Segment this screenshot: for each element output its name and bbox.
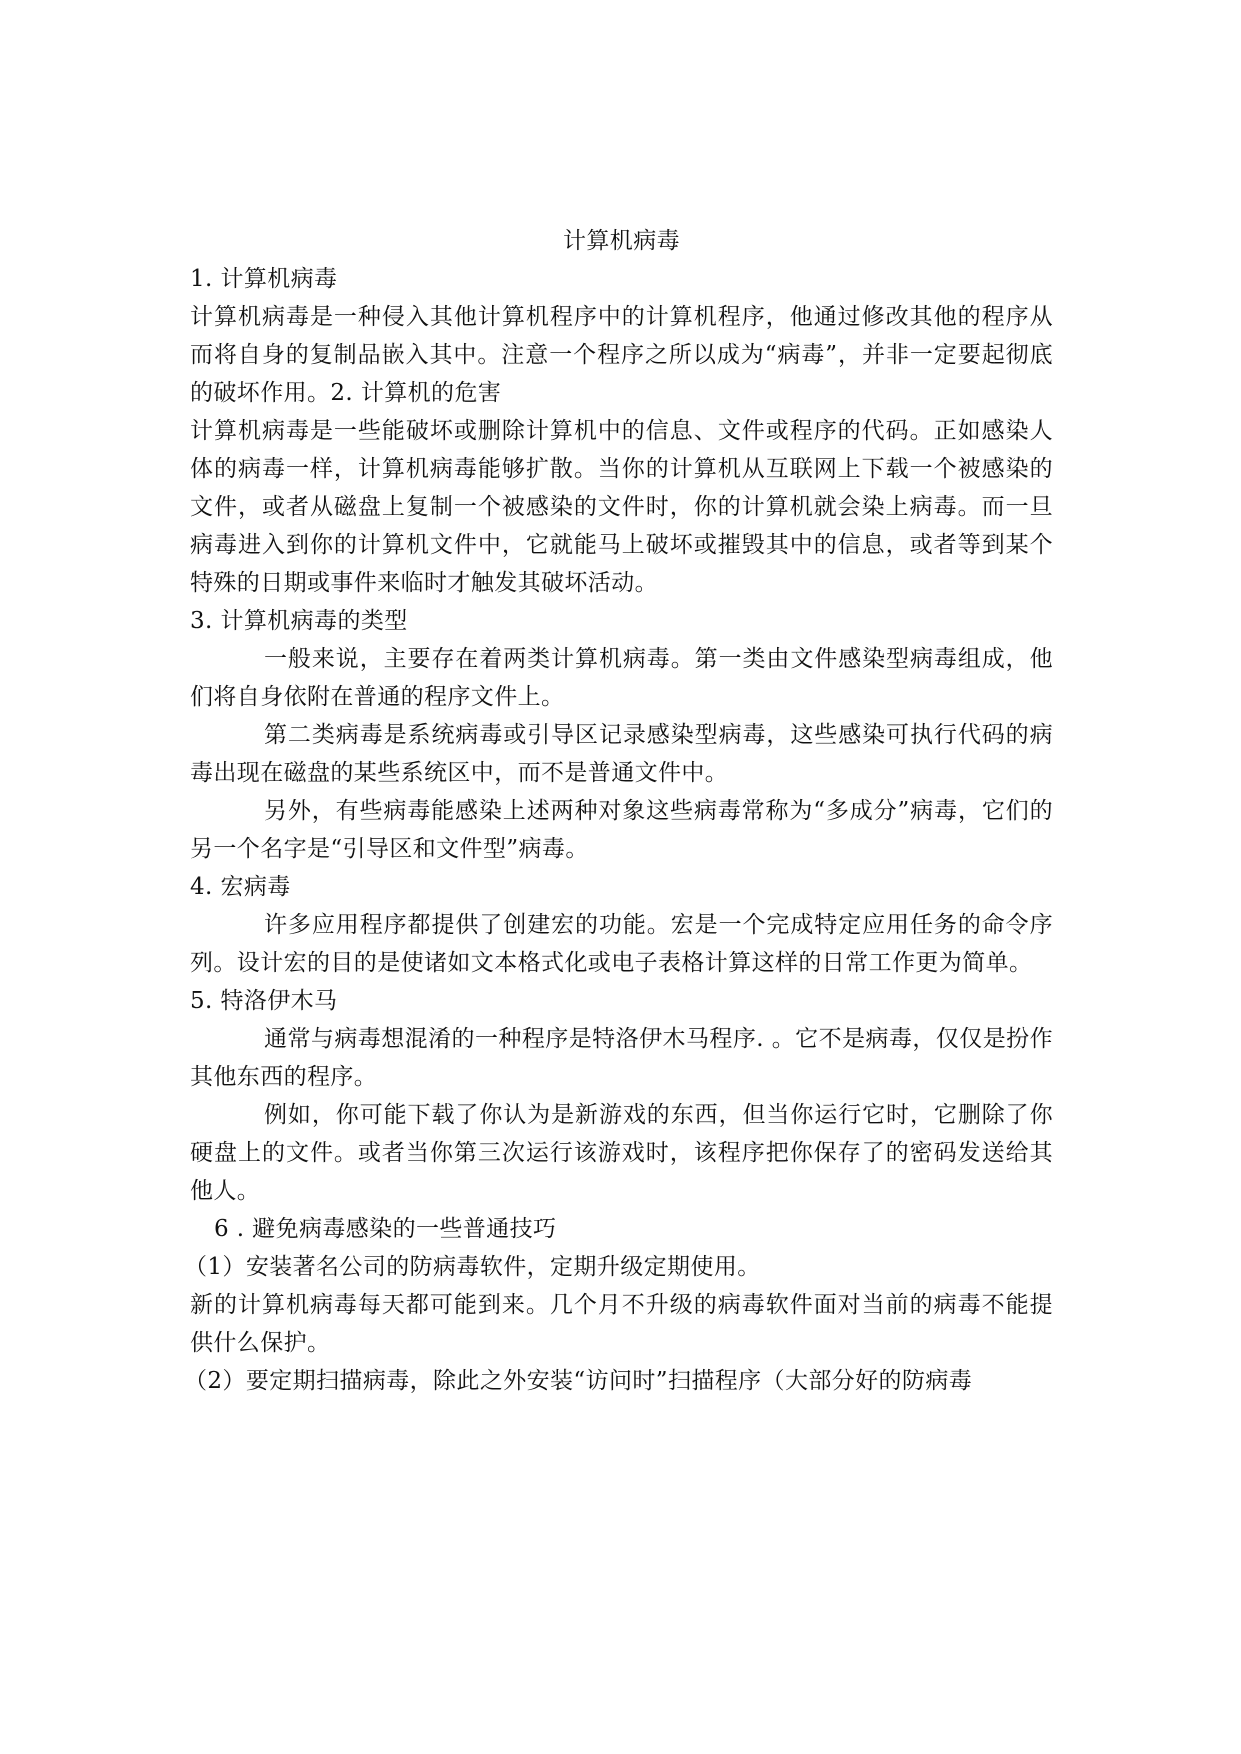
section-heading-1: 1. 计算机病毒 — [190, 266, 338, 292]
document-title: 计算机病毒 — [563, 228, 680, 254]
paragraph-virus-types-1: 一般来说，主要存在着两类计算机病毒。第一类由文件感染型病毒组成，他们将自身依附在普通的程序文件上。 — [190, 646, 1053, 710]
paragraph-update-advice: 新的计算机病毒每天都可能到来。几个月不升级的病毒软件面对当前的病毒不能提供什么保护。 — [190, 1292, 1053, 1356]
section-heading-6: 6 . 避免病毒感染的一些普通技巧 — [214, 1216, 557, 1242]
section-heading-4: 4. 宏病毒 — [190, 874, 291, 900]
paragraph-virus-definition: 计算机病毒是一种侵入其他计算机程序中的计算机程序，他通过修改其他的程序从而将自身的复制品嵌入其中。注意一个程序之所以成为“病毒”，并非一定要起彻底的破坏作用。2. 计算机的危害 — [190, 304, 1053, 406]
paragraph-macro-virus: 许多应用程序都提供了创建宏的功能。宏是一个完成特定应用任务的命令序列。设计宏的目的是使诸如文本格式化或电子表格计算这样的日常工作更为简单。 — [190, 912, 1053, 976]
paragraph-trojan-1: 通常与病毒想混淆的一种程序是特洛伊木马程序. 。它不是病毒，仅仅是扮作其他东西的程序。 — [190, 1026, 1053, 1090]
paragraph-virus-harm: 计算机病毒是一些能破坏或删除计算机中的信息、文件或程序的代码。正如感染人体的病毒一样，计算机病毒能够扩散。当你的计算机从互联网上下载一个被感染的文件，或者从磁盘上复制一个被感染的文件时，你的计算机就会染上病毒。而一旦病毒进入到你的计算机文件中，它就能马上破坏或摧毁其中的信息，或者等到某个特殊的日期或事件来临时才触发其破坏活动。 — [190, 418, 1053, 596]
paragraph-virus-types-3: 另外，有些病毒能感染上述两种对象这些病毒常称为“多成分”病毒，它们的另一个名字是“引导区和文件型”病毒。 — [190, 798, 1053, 862]
section-heading-5: 5. 特洛伊木马 — [190, 988, 338, 1014]
document-body — [184, 222, 1053, 1400]
section-heading-3: 3. 计算机病毒的类型 — [190, 608, 408, 634]
list-item-1: （1）安装著名公司的防病毒软件，定期升级定期使用。 — [184, 1254, 761, 1280]
paragraph-trojan-2: 例如，你可能下载了你认为是新游戏的东西，但当你运行它时，它删除了你硬盘上的文件。或者当你第三次运行该游戏时，该程序把你保存了的密码发送给其他人。 — [190, 1102, 1053, 1204]
paragraph-virus-types-2: 第二类病毒是系统病毒或引导区记录感染型病毒，这些感染可执行代码的病毒出现在磁盘的某些系统区中，而不是普通文件中。 — [190, 722, 1053, 786]
list-item-2: （2）要定期扫描病毒，除此之外安装“访问时”扫描程序（大部分好的防病毒 — [184, 1368, 973, 1394]
